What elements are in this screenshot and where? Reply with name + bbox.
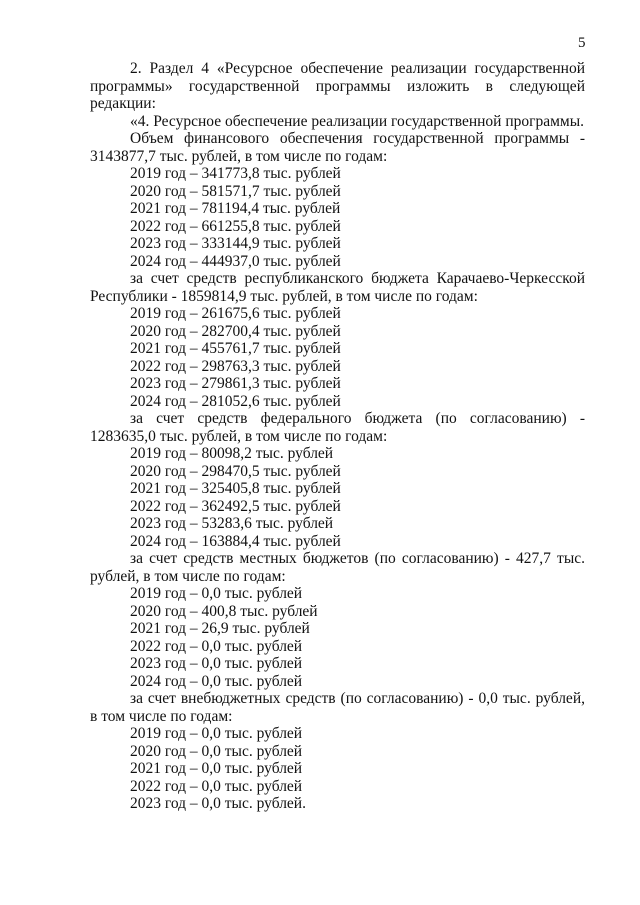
page-number: 5: [578, 35, 586, 51]
list-item: 2022 год – 0,0 тыс. рублей: [130, 637, 303, 655]
list-item: 2022 год – 362492,5 тыс. рублей: [130, 497, 341, 515]
list-item: 2022 год – 0,0 тыс. рублей: [130, 777, 303, 795]
list-item: 2023 год – 0,0 тыс. рублей.: [130, 795, 306, 812]
federal-budget-paragraph: за счет средств федерального бюджета (по согласованию) - 1283635,0 тыс. рублей, в том числе по годам:: [90, 410, 585, 445]
list-item: 2021 год – 781194,4 тыс. рублей: [130, 200, 341, 217]
list-item: 2024 год – 444937,0 тыс. рублей: [130, 252, 341, 270]
list-item: 2021 год – 0,0 тыс. рублей: [130, 760, 303, 777]
list-item: 2019 год – 261675,6 тыс. рублей: [130, 305, 341, 322]
list-item: 2022 год – 298763,3 тыс. рублей: [130, 357, 341, 375]
list-item: 2024 год – 0,0 тыс. рублей: [130, 672, 303, 690]
list-item: 2019 год – 341773,8 тыс. рублей: [130, 165, 341, 182]
local-years-list: [90, 585, 585, 690]
extrabudget-years-list: [90, 725, 585, 813]
list-item: 2023 год – 0,0 тыс. рублей: [130, 655, 303, 672]
list-item: 2019 год – 0,0 тыс. рублей: [130, 585, 303, 602]
list-item: 2019 год – 80098,2 тыс. рублей: [130, 445, 334, 462]
list-item: 2020 год – 282700,4 тыс. рублей: [130, 322, 341, 340]
list-item: 2022 год – 661255,8 тыс. рублей: [130, 217, 341, 235]
total-funding-paragraph: Объем финансового обеспечения государственной программы - 3143877,7 тыс. рублей, в том числе по годам:: [90, 130, 585, 165]
list-item: 2020 год – 400,8 тыс. рублей: [130, 602, 318, 620]
section-heading: «4. Ресурсное обеспечение реализации государственной программы.: [130, 112, 585, 130]
list-item: 2021 год – 455761,7 тыс. рублей: [130, 340, 341, 357]
list-item: 2023 год – 279861,3 тыс. рублей: [130, 375, 341, 392]
list-item: 2020 год – 581571,7 тыс. рублей: [130, 182, 341, 200]
extrabudget-paragraph: за счет внебюджетных средств (по согласованию) - 0,0 тыс. рублей, в том числе по годам:: [90, 690, 585, 725]
list-item: 2023 год – 333144,9 тыс. рублей: [130, 235, 341, 252]
intro-paragraph: 2. Раздел 4 «Ресурсное обеспечение реализации государственной программы» государственной программы изложить в следующей редакции:: [90, 60, 585, 112]
total-years-list: [90, 165, 585, 270]
republic-years-list: [90, 305, 585, 410]
republic-budget-paragraph: за счет средств республиканского бюджета Карачаево-Черкесской Республики - 1859814,9 тыс. рублей, в том числе по годам:: [90, 270, 585, 305]
list-item: 2024 год – 163884,4 тыс. рублей: [130, 532, 341, 550]
list-item: 2024 год – 281052,6 тыс. рублей: [130, 392, 341, 410]
list-item: 2019 год – 0,0 тыс. рублей: [130, 725, 303, 742]
list-item: 2023 год – 53283,6 тыс. рублей: [130, 515, 334, 532]
list-item: 2021 год – 325405,8 тыс. рублей: [130, 480, 341, 497]
list-item: 2020 год – 0,0 тыс. рублей: [130, 742, 303, 760]
list-item: 2020 год – 298470,5 тыс. рублей: [130, 462, 341, 480]
list-item: 2021 год – 26,9 тыс. рублей: [130, 620, 310, 637]
federal-years-list: [90, 445, 585, 550]
local-budget-paragraph: за счет средств местных бюджетов (по согласованию) - 427,7 тыс. рублей, в том числе по годам:: [90, 550, 585, 585]
document-body: [90, 60, 585, 813]
